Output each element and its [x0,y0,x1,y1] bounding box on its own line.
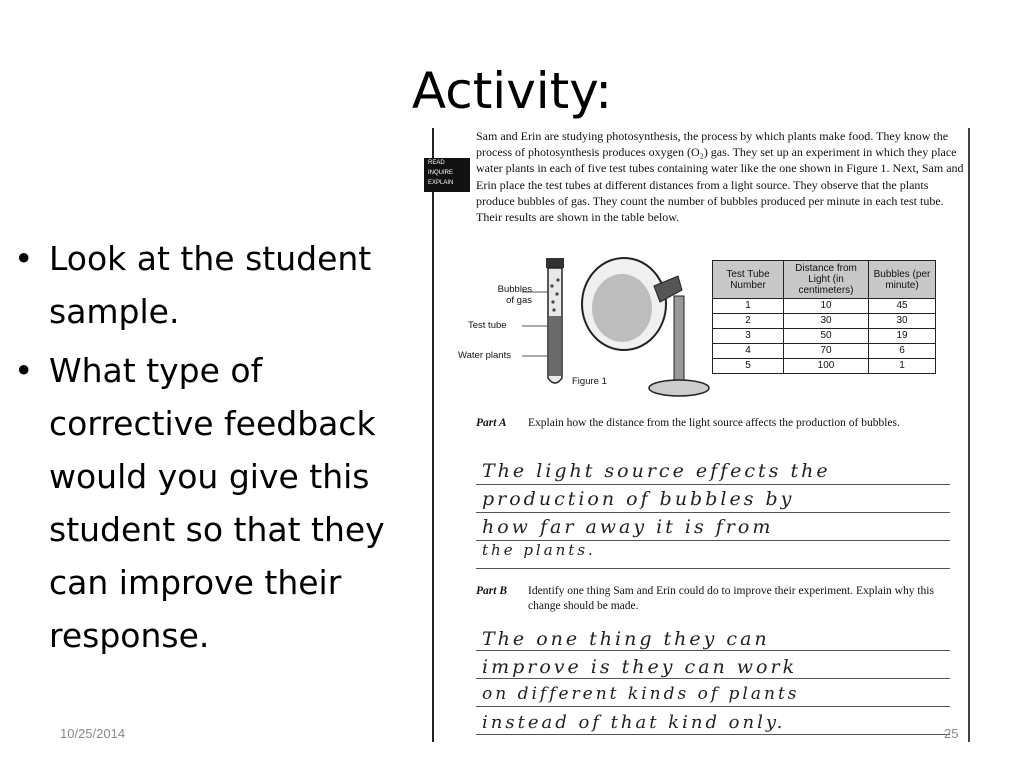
table-row [713,329,936,344]
part-b-text: Identify one thing Sam and Erin could do to improve their experiment. Explain why this change should be made. [528,585,934,612]
bullet-list [14,232,394,668]
part-a-answer-line: the plants. [482,541,596,559]
table-cell: 3 [713,329,784,344]
student-sample-scan [424,128,972,742]
table-row [713,359,936,374]
part-a-answer-line: production of bubbles by [482,488,795,510]
part-b-answer-line: instead of that kind only. [482,712,786,733]
label-test-tube: Test tube [468,320,507,331]
answer-rule [476,706,950,707]
table-cell: 30 [784,314,869,329]
table-cell: 19 [869,329,936,344]
part-a-prompt [476,416,948,431]
answer-rule [476,734,950,735]
part-a-label: Part A [476,417,507,429]
slide-title: Activity: [411,62,613,120]
part-a-text: Explain how the distance from the light source affects the production of bubbles. [528,417,900,429]
table-cell: 1 [713,299,784,314]
table-cell: 1 [869,359,936,374]
answer-rule [476,568,950,569]
table-cell: 70 [784,344,869,359]
table-cell: 5 [713,359,784,374]
tag-line: INQUIRE [428,170,454,176]
figure-1 [458,256,744,401]
bullet-item: • What type of corrective feedback would you give this student so that they can improve their response. [14,344,394,662]
results-table [712,260,936,374]
part-b-answer-line: The one thing they can [482,628,770,650]
answer-rule [476,484,950,485]
label-water-plants: Water plants [458,350,511,361]
bullet-item: • Look at the student sample. [14,232,394,338]
scan-left-border [432,128,434,742]
answer-rule [476,678,950,679]
figure-caption: Figure 1 [572,376,607,387]
table-row [713,314,936,329]
table-header-row [713,261,936,299]
part-b-label: Part B [476,585,507,597]
part-a-answer-line: The light source effects the [482,460,831,482]
part-a-answer-line: how far away it is from [482,516,774,538]
scan-right-border [968,128,970,742]
slide-page-number: 25 [944,726,959,741]
label-bubbles-of-gas: Bubbles of gas [497,284,532,306]
answer-rule [476,512,950,513]
table-row [713,299,936,314]
table-row [713,344,936,359]
table-cell: 2 [713,314,784,329]
tag-line: READ [428,160,445,166]
intro-paragraph: Sam and Erin are studying photosynthesis, the process by which plants make food. They know the process of photosynthesis produces oxygen (O₂) gas. They set up an experiment in which they place water plants in each of five test tubes containing water like the one shown in Figure 1. Next, Sam and Erin place the test tubes at different distances from a light source. They observe that the plants produce bubbles of gas. They count the number of bubbles produced per minute in each test tube. Their results are shown in the table below. [476,129,964,225]
table-cell: 30 [869,314,936,329]
read-inquire-explain-tag [424,158,470,192]
slide-date: 10/25/2014 [60,726,126,741]
answer-rule [476,650,950,651]
table-cell: 100 [784,359,869,374]
table-cell: 10 [784,299,869,314]
part-b-answer-line: improve is they can work [482,656,798,678]
table-cell: 4 [713,344,784,359]
part-b-answer-line: on different kinds of plants [482,684,800,704]
tag-line: EXPLAIN [428,180,454,186]
column-header: Test Tube Number [713,261,784,299]
column-header: Bubbles (per minute) [869,261,936,299]
table-cell: 45 [869,299,936,314]
table-cell: 50 [784,329,869,344]
column-header: Distance from Light (in centimeters) [784,261,869,299]
part-b-prompt [476,584,948,614]
table-cell: 6 [869,344,936,359]
